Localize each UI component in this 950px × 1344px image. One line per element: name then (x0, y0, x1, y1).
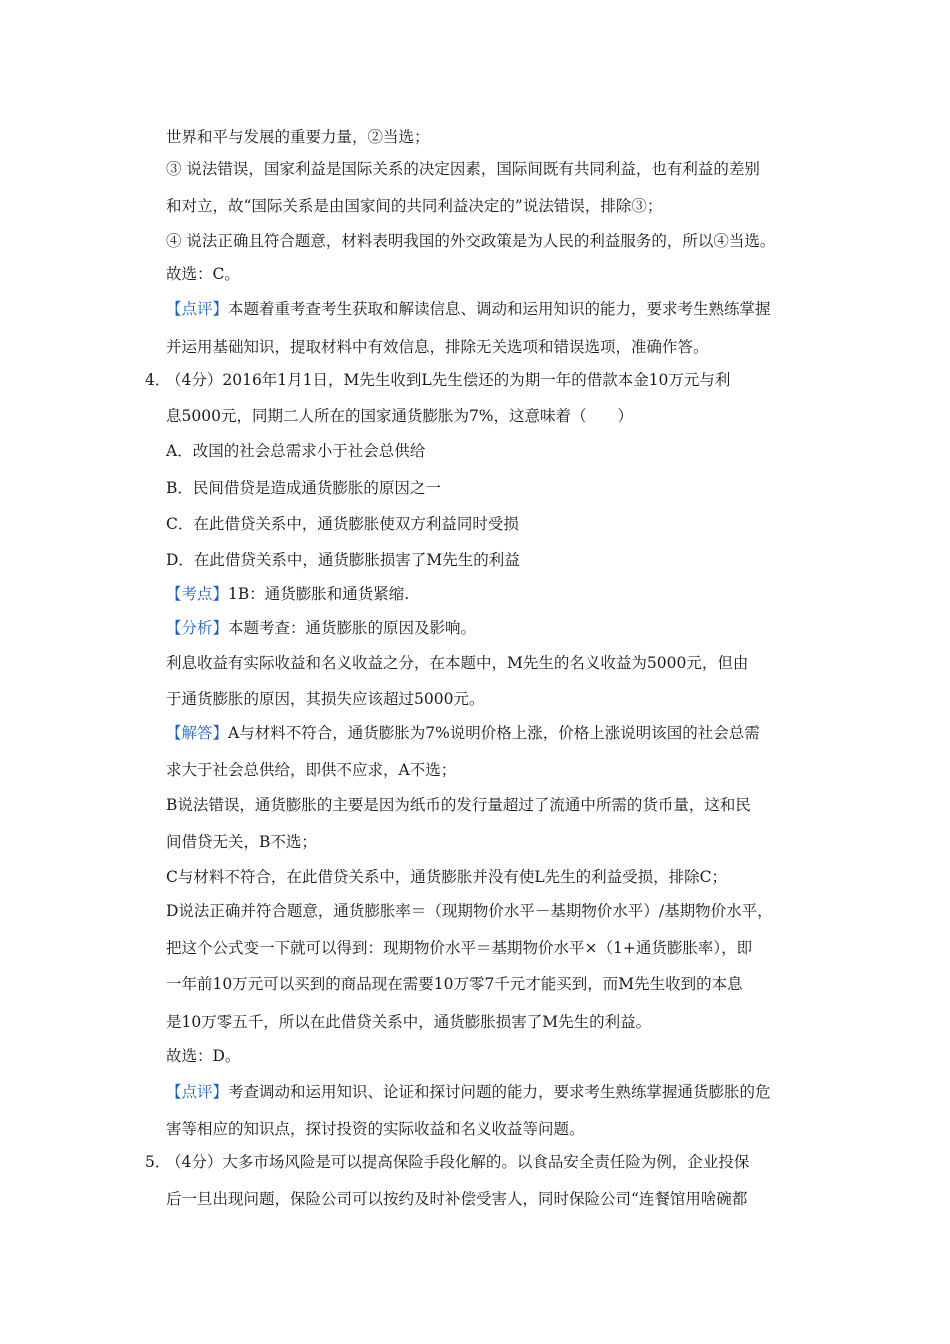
text-line: 间借贷无关，B不选； (166, 833, 317, 851)
kaodian-tag: 【考点】 (166, 585, 229, 603)
question-stem: 息5000元，同期二人所在的国家通货膨胀为7%，这意味着（ ） (166, 407, 634, 425)
fenxi-line (166, 617, 816, 639)
option-b: B．民间借贷是造成通货膨胀的原因之一 (166, 479, 441, 497)
option-d: D．在此借贷关系中，通货膨胀损害了M先生的利益 (166, 551, 520, 569)
text-line: 于通货膨胀的原因，其损失应该超过5000元。 (166, 690, 485, 708)
text-line: ④ 说法正确且符合题意，材料表明我国的外交政策是为人民的利益服务的，所以④当选。 (166, 232, 776, 250)
comment-tag: 【点评】 (166, 300, 229, 318)
comment-line (166, 1081, 816, 1103)
question-stem: 后一旦出现问题，保险公司可以按约及时补偿受害人，同时保险公司“连餐馆用啥碗都 (166, 1190, 748, 1208)
text-line: 一年前10万元可以买到的商品现在需要10万零7千元才能买到，而M先生收到的本息 (166, 975, 743, 993)
question-stem: （4分）2016年1月1日，M先生收到L先生偿还的为期一年的借款本金10万元与利 (166, 371, 731, 389)
comment-tag: 【点评】 (166, 1083, 229, 1101)
comment-text: 考查调动和运用知识、论证和探讨问题的能力，要求考生熟练掌握通货膨胀的危 (228, 1083, 771, 1101)
question-number: 4． (145, 371, 171, 389)
text-line: 并运用基础知识，提取材料中有效信息，排除无关选项和错误选项，准确作答。 (166, 338, 709, 356)
text-line: ③ 说法错误，国家利益是国际关系的决定因素，国际间既有共同利益，也有利益的差别 (166, 160, 760, 178)
kaodian-text: 1B：通货膨胀和通货紧缩. (228, 585, 410, 603)
text-line: 利息收益有实际收益和名义收益之分，在本题中，M先生的名义收益为5000元，但由 (166, 654, 749, 672)
answer-line: 故选：D。 (166, 1047, 241, 1065)
kaodian-line (166, 583, 816, 605)
text-line: 把这个公式变一下就可以得到：现期物价水平＝基期物价水平×（1+通货膨胀率），即 (166, 939, 753, 957)
text-line: 世界和平与发展的重要力量，②当选； (166, 128, 430, 146)
answer-line: 故选：C。 (166, 265, 240, 283)
text-line: C与材料不符合，在此借贷关系中，通货膨胀并没有使L先生的利益受损，排除C； (166, 868, 728, 886)
fenxi-tag: 【分析】 (166, 619, 229, 637)
comment-line (166, 298, 816, 320)
fenxi-text: 本题考查：通货膨胀的原因及影响。 (228, 619, 477, 637)
text-line: 和对立，故“国际关系是由国家间的共同利益决定的”说法错误，排除③； (166, 197, 663, 215)
comment-text: 本题着重考查考生获取和解读信息、调动和运用知识的能力，要求考生熟练掌握 (228, 300, 771, 318)
option-c: C．在此借贷关系中，通货膨胀使双方利益同时受损 (166, 515, 519, 533)
text-line: 求大于社会总供给，即供不应求，A不选； (166, 761, 457, 779)
jieda-tag: 【解答】 (166, 724, 229, 742)
text-line: 是10万零五千，所以在此借贷关系中，通货膨胀损害了M先生的利益。 (166, 1013, 652, 1031)
jieda-text: A与材料不符合，通货膨胀为7%说明价格上涨，价格上涨说明该国的社会总需 (228, 724, 760, 742)
text-line: B说法错误，通货膨胀的主要是因为纸币的发行量超过了流通中所需的货币量，这和民 (166, 796, 751, 814)
text-line: 害等相应的知识点，探讨投资的实际收益和名义收益等问题。 (166, 1120, 585, 1138)
option-a: A．改国的社会总需求小于社会总供给 (166, 442, 426, 460)
question-number: 5． (145, 1153, 171, 1171)
question-stem: （4分）大多市场风险是可以提高保险手段化解的。以食品安全责任险为例，企业投保 (166, 1153, 750, 1171)
text-line: D说法正确并符合题意，通货膨胀率＝（现期物价水平－基期物价水平）/基期物价水平， (166, 902, 773, 920)
jieda-line (166, 722, 816, 744)
